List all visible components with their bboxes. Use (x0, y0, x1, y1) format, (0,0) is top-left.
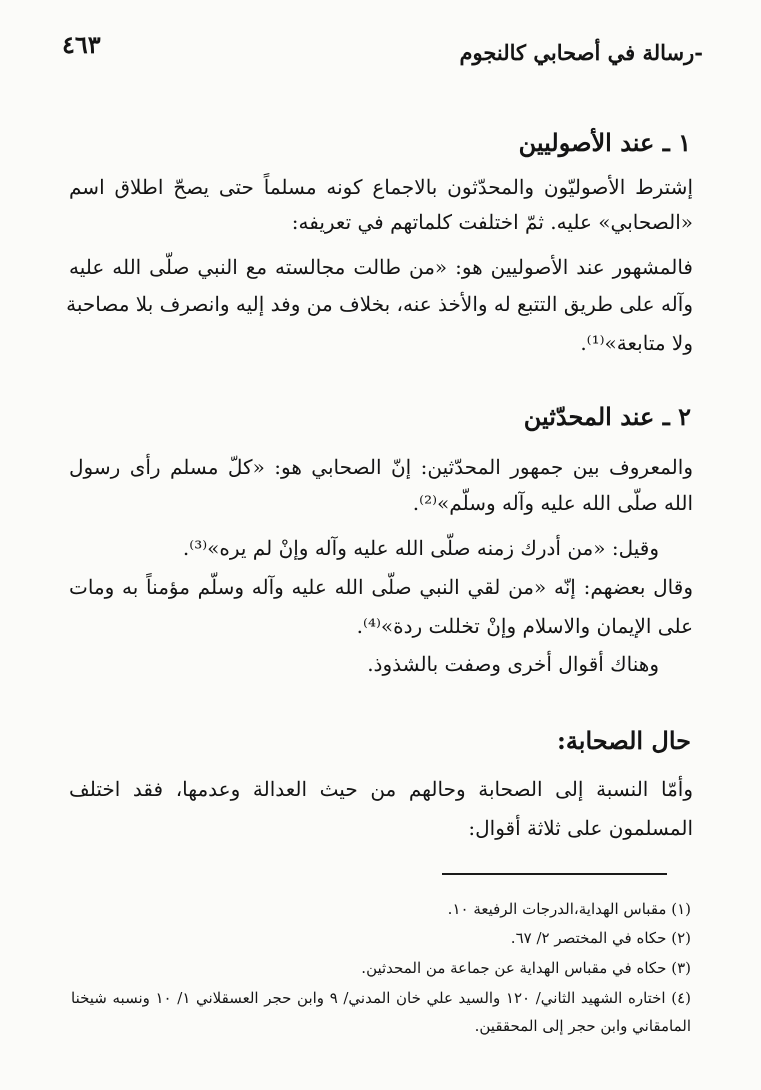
body-line: المسلمون على ثلاثة أقوال: (468, 816, 693, 840)
body-line: ولا متابعة»⁽¹⁾. (580, 331, 693, 355)
body-line: الله صلّى الله عليه وآله وسلّم»⁽²⁾. (412, 491, 693, 515)
body-line: وهناك أقوال أخرى وصفت بالشذوذ. (367, 652, 659, 676)
footnote-4-continued: المامقاني وابن حجر إلى المحققين. (474, 1017, 691, 1035)
body-line: «الصحابي» عليه. ثمّ اختلفت كلماتهم في تعريفه: (291, 210, 693, 234)
footnote-1: (١) مقباس الهداية،الدرجات الرفيعة ١٠. (447, 900, 691, 918)
body-line: وقال بعضهم: إنّه «من لقي النبي صلّى الله عليه وآله وسلّم مؤمناً به ومات (69, 575, 693, 599)
section-heading-hal-al-sahaba: حال الصحابة: (557, 726, 691, 755)
body-line: وقيل: «من أدرك زمنه صلّى الله عليه وآله وإنْ لم يره»⁽³⁾. (182, 536, 659, 560)
footnote-4: (٤) اختاره الشهيد الثاني/ ١٢٠ والسيد علي خان المدني/ ٩ وابن حجر العسقلاني ١/ ١٠ ونسبه شيخنا (71, 989, 691, 1007)
body-line: وآله على طريق التتبع له والأخذ عنه، بخلاف من وفد إليه وانصرف بلا مصاحبة (66, 292, 693, 316)
body-line: على الإيمان والاسلام وإنْ تخللت ردة»⁽⁴⁾. (356, 614, 693, 638)
body-line: فالمشهور عند الأصوليين هو: «من طالت مجالسته مع النبي صلّى الله عليه (69, 255, 693, 279)
body-line: وأمّا النسبة إلى الصحابة وحالهم من حيث العدالة وعدمها، فقد اختلف (69, 777, 693, 801)
section-heading-usuliyyin: ١ ـ عند الأصوليين (518, 128, 691, 157)
body-line: والمعروف بين جمهور المحدّثين: إنّ الصحابي هو: «كلّ مسلم رأى رسول (69, 455, 693, 479)
section-heading-muhaddithin: ٢ ـ عند المحدّثين (523, 402, 691, 431)
running-title: -رسالة في أصحابي كالنجوم (459, 40, 703, 65)
footnote-3: (٣) حكاه في مقباس الهداية عن جماعة من المحدثين. (361, 959, 691, 977)
footnote-2: (٢) حكاه في المختصر ٢/ ٦٧. (510, 929, 691, 947)
page-number: ٤٦٣ (62, 30, 101, 59)
footnote-divider (442, 873, 667, 875)
body-line: إشترط الأصوليّون والمحدّثون بالاجماع كونه مسلماً حتى يصحّ اطلاق اسم (69, 175, 693, 199)
